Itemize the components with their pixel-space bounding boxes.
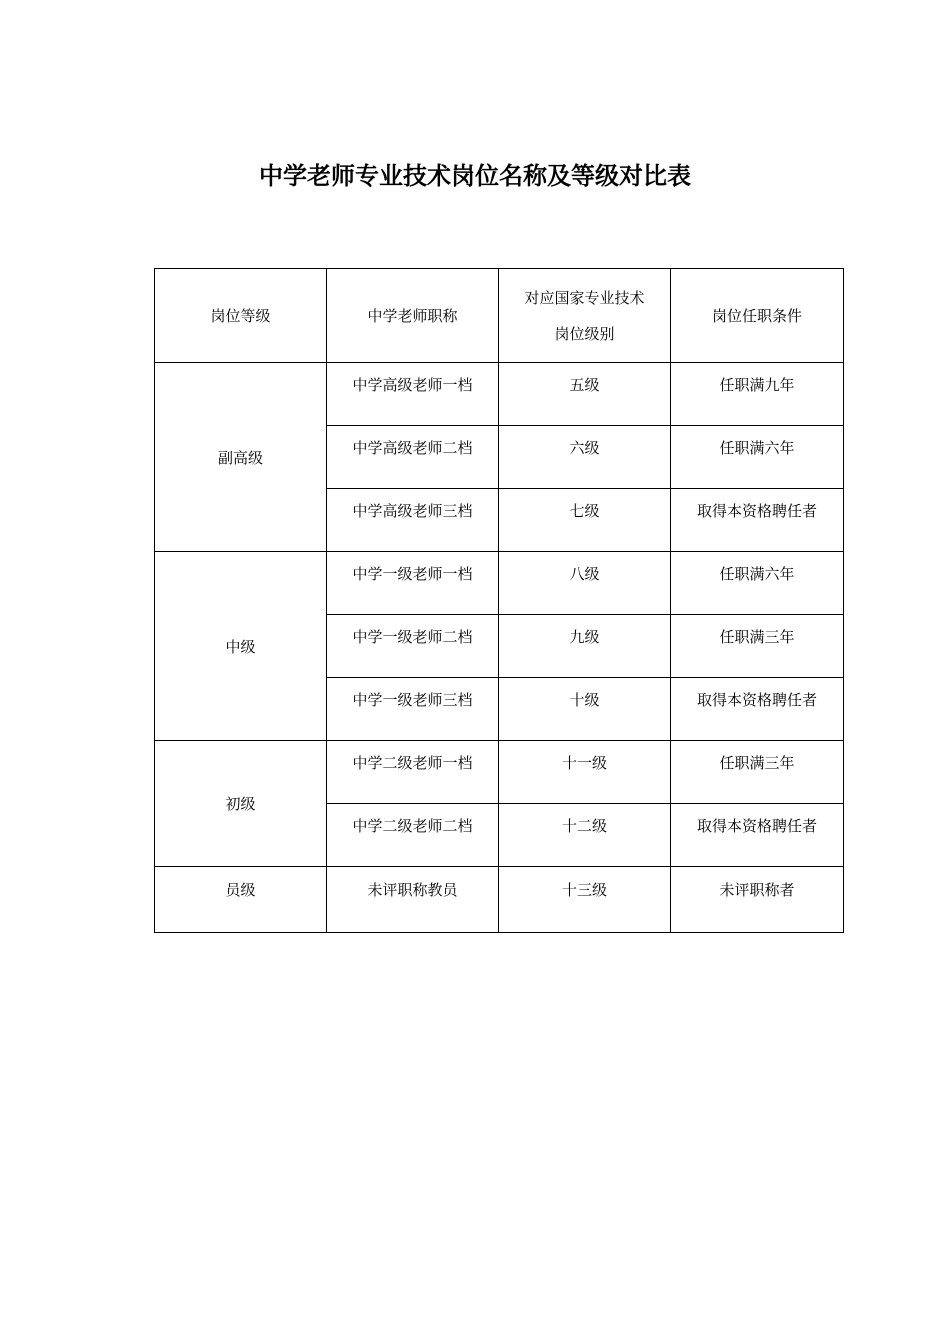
level-cell: 员级 (155, 867, 327, 933)
grade-cell: 五级 (499, 363, 671, 426)
table-row (155, 741, 844, 804)
title-cell: 未评职称教员 (327, 867, 499, 933)
grade-comparison-table (154, 268, 844, 933)
table-header-row (155, 269, 844, 363)
table-row (155, 867, 844, 933)
table-row (155, 552, 844, 615)
title-cell: 中学一级老师三档 (327, 678, 499, 741)
table-row (155, 363, 844, 426)
header-national-grade (499, 269, 671, 363)
grade-cell: 十三级 (499, 867, 671, 933)
title-cell: 中学二级老师二档 (327, 804, 499, 867)
title-cell: 中学一级老师二档 (327, 615, 499, 678)
grade-cell: 六级 (499, 426, 671, 489)
level-cell: 中级 (155, 552, 327, 741)
condition-cell: 任职满三年 (671, 615, 844, 678)
header-post-condition: 岗位任职条件 (671, 269, 844, 363)
level-cell: 副高级 (155, 363, 327, 552)
title-cell: 中学高级老师二档 (327, 426, 499, 489)
grade-cell: 八级 (499, 552, 671, 615)
title-cell: 中学高级老师一档 (327, 363, 499, 426)
condition-cell: 未评职称者 (671, 867, 844, 933)
condition-cell: 取得本资格聘任者 (671, 678, 844, 741)
grade-cell: 十二级 (499, 804, 671, 867)
header-post-level: 岗位等级 (155, 269, 327, 363)
condition-cell: 任职满六年 (671, 426, 844, 489)
condition-cell: 任职满九年 (671, 363, 844, 426)
condition-cell: 任职满六年 (671, 552, 844, 615)
condition-cell: 取得本资格聘任者 (671, 489, 844, 552)
header-national-grade-line1: 对应国家专业技术 (524, 288, 645, 307)
header-national-grade-line2: 岗位级别 (554, 324, 615, 343)
condition-cell: 取得本资格聘任者 (671, 804, 844, 867)
title-cell: 中学二级老师一档 (327, 741, 499, 804)
page-title: 中学老师专业技术岗位名称及等级对比表 (259, 162, 691, 190)
grade-cell: 十一级 (499, 741, 671, 804)
condition-cell: 任职满三年 (671, 741, 844, 804)
title-cell: 中学高级老师三档 (327, 489, 499, 552)
grade-cell: 九级 (499, 615, 671, 678)
level-cell: 初级 (155, 741, 327, 867)
grade-cell: 十级 (499, 678, 671, 741)
title-cell: 中学一级老师一档 (327, 552, 499, 615)
header-teacher-title: 中学老师职称 (327, 269, 499, 363)
grade-cell: 七级 (499, 489, 671, 552)
